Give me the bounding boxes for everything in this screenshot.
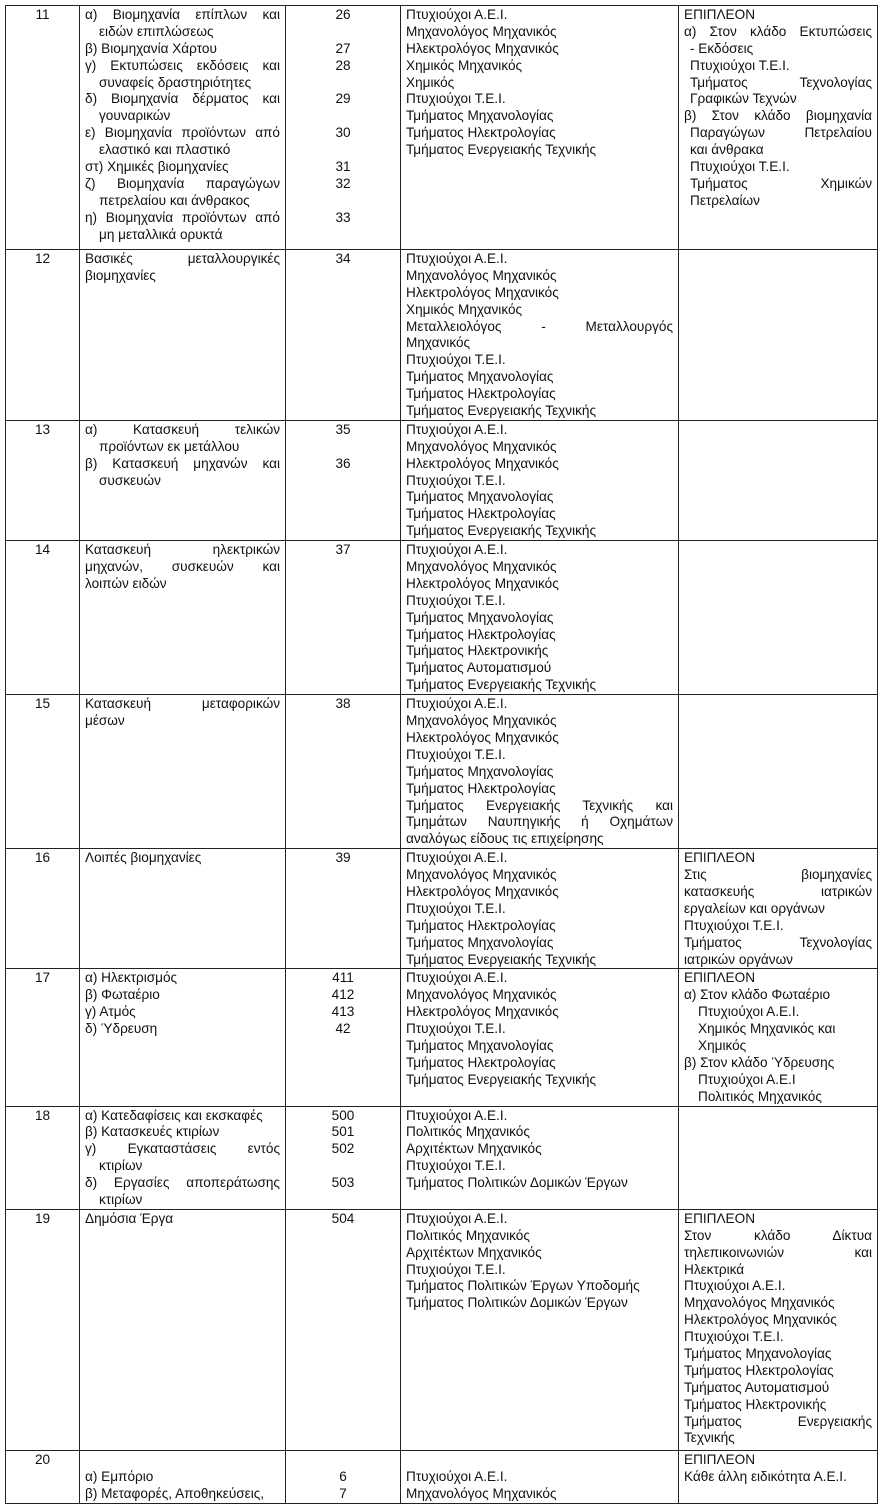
activity-line: α) Ηλεκτρισμός xyxy=(85,970,178,986)
extra-cell xyxy=(679,541,878,695)
graduates-cell xyxy=(401,1450,679,1503)
code-cell xyxy=(286,6,401,250)
code-line xyxy=(288,1452,398,1469)
row-number: 16 xyxy=(34,850,51,866)
extra-line: Γραφικών Τεχνών xyxy=(690,91,797,107)
code-line xyxy=(288,439,398,456)
activity-cell xyxy=(80,849,286,969)
graduates-line: Πτυχιούχοι Α.Ε.Ι. xyxy=(406,970,508,986)
code-line: 26 xyxy=(335,7,351,22)
row-number-cell xyxy=(6,1209,80,1450)
graduates-line: Μηχανολόγος Μηχανικός xyxy=(406,559,557,575)
graduates-line: Τμήματος Ηλεκτρολογίας xyxy=(406,780,556,796)
activity-cell xyxy=(80,1450,286,1503)
graduates-line: Τμήματος Ηλεκτρολογίας xyxy=(406,1054,556,1070)
extra-line: και άνθρακα xyxy=(690,142,764,158)
graduates-line: Τμήματος Ηλεκτρολογίας xyxy=(406,125,556,141)
activity-line: πετρελαίου και άνθρακος xyxy=(99,192,250,208)
extra-line: Χημικός Μηχανικός και xyxy=(698,1021,836,1037)
activity-cell xyxy=(80,969,286,1106)
graduates-line: Τμημάτων Ναυπηγικής ή Οχημάτων xyxy=(406,814,673,830)
extra-line: κατασκευής ιατρικών xyxy=(684,883,872,899)
code-line: 35 xyxy=(335,421,351,437)
extra-line: Παραγώγων Πετρελαίου xyxy=(690,125,872,141)
code-line: 500 xyxy=(331,1107,355,1123)
code-line: 501 xyxy=(331,1124,355,1140)
table-row xyxy=(6,6,878,250)
activity-line: μη μεταλλικά ορυκτά xyxy=(99,226,223,242)
document-table xyxy=(5,5,878,1504)
extra-cell xyxy=(679,6,878,250)
activity-line: συσκευών xyxy=(99,472,161,488)
extra-line: ΕΠΙΠΛΕΟΝ xyxy=(684,850,756,866)
code-line xyxy=(288,1192,398,1209)
activity-line: β) Κατασκευή μηχανών και xyxy=(85,455,280,471)
code-line xyxy=(288,142,398,159)
graduates-cell xyxy=(401,1209,679,1450)
graduates-line: Τμήματος Αυτοματισμού xyxy=(406,660,552,676)
activity-line: β) Μεταφορές, Αποθηκεύσεις, xyxy=(85,1485,265,1501)
activity-line: β) Βιομηχανία Χάρτου xyxy=(85,40,217,56)
row-number-cell xyxy=(6,1106,80,1209)
graduates-line: Πτυχιούχοι Α.Ε.Ι. xyxy=(406,1468,508,1484)
activity-line: δ) Εργασίες αποπεράτωσης xyxy=(85,1175,280,1191)
graduates-line: Αρχιτέκτων Μηχανικός xyxy=(406,1244,542,1260)
graduates-line: Πολιτικός Μηχανικός xyxy=(406,1124,530,1140)
row-number-cell xyxy=(6,969,80,1106)
code-cell xyxy=(286,695,401,849)
extra-line: Πτυχιούχοι Τ.Ε.Ι. xyxy=(684,1329,784,1345)
extra-line: Μηχανολόγος Μηχανικός xyxy=(684,1295,835,1311)
code-line: 36 xyxy=(335,455,351,471)
graduates-line: Μηχανολόγος Μηχανικός xyxy=(406,867,557,883)
graduates-line: Τμήματος Πολιτικών Έργων Υποδομής xyxy=(406,1278,640,1294)
extra-line: Κάθε άλλη ειδικότητα Α.Ε.Ι. xyxy=(684,1468,847,1484)
activity-line: γουναρικών xyxy=(99,108,171,124)
code-line: 31 xyxy=(335,159,351,175)
extra-line: β) Στον κλάδο Ύδρευσης xyxy=(684,1054,835,1070)
row-number-cell xyxy=(6,420,80,540)
row-number: 18 xyxy=(34,1107,51,1123)
activity-spacer xyxy=(85,1452,280,1469)
graduates-cell xyxy=(401,250,679,421)
row-number-cell xyxy=(6,849,80,969)
graduates-line: Τμήματος Ηλεκτρονικής xyxy=(406,643,549,659)
activity-line: α) Βιομηχανία επίπλων και xyxy=(85,7,280,22)
code-cell xyxy=(286,1450,401,1503)
graduates-line: Πτυχιούχοι Τ.Ε.Ι. xyxy=(406,746,506,762)
extra-line: β) Στον κλάδο βιομηχανία xyxy=(684,108,872,124)
activity-line: η) Βιομηχανία προϊόντων από xyxy=(85,209,280,225)
graduates-line: Πτυχιούχοι Α.Ε.Ι. xyxy=(406,850,508,866)
extra-line: Πετρελαίων xyxy=(690,192,760,208)
activity-line: προϊόντων εκ μετάλλου xyxy=(99,438,240,454)
code-cell xyxy=(286,250,401,421)
row-number: 11 xyxy=(35,7,50,22)
extra-line: Πτυχιούχοι Α.Ε.Ι. xyxy=(698,1004,800,1020)
graduates-line: Τμήματος Πολιτικών Δομικών Έργων xyxy=(406,1295,628,1311)
code-line: 28 xyxy=(335,57,351,73)
code-line: 411 xyxy=(332,970,354,986)
row-number: 14 xyxy=(34,542,51,558)
extra-line: Στον κλάδο Δίκτυα xyxy=(684,1227,872,1243)
table-row xyxy=(6,1450,878,1503)
graduates-line: Μηχανικός xyxy=(406,335,471,351)
code-line: 6 xyxy=(339,1468,347,1484)
activity-line: δ) Βιομηχανία δέρματος και xyxy=(85,91,280,107)
activity-line: ζ) Βιομηχανία παραγώγων xyxy=(85,175,280,191)
code-cell xyxy=(286,1106,401,1209)
graduates-cell xyxy=(401,969,679,1106)
table-row xyxy=(6,1106,878,1209)
code-line: 30 xyxy=(335,125,351,141)
activity-line: γ) Εγκαταστάσεις εντός xyxy=(85,1141,280,1157)
table-row xyxy=(6,250,878,421)
code-line xyxy=(288,108,398,125)
activity-line: γ) Ατμός xyxy=(85,1004,136,1020)
extra-line: Τμήματος Τεχνολογίας xyxy=(684,934,872,950)
graduates-line: Αρχιτέκτων Μηχανικός xyxy=(406,1141,542,1157)
graduates-line: Τμήματος Ηλεκτρολογίας xyxy=(406,917,556,933)
graduates-line: Τμήματος Ενεργειακής Τεχνικής xyxy=(406,403,597,419)
code-line: 42 xyxy=(335,1021,351,1037)
extra-line: Τμήματος Ηλεκτρονικής xyxy=(684,1396,827,1412)
extra-line: Πτυχιούχοι Α.Ε.Ι. xyxy=(684,1278,786,1294)
graduates-line: Πτυχιούχοι Τ.Ε.Ι. xyxy=(406,592,506,608)
graduates-line: Πτυχιούχοι Α.Ε.Ι. xyxy=(406,1107,508,1123)
extra-line: Πτυχιούχοι Τ.Ε.Ι. xyxy=(690,159,790,175)
graduates-line: Ηλεκτρολόγος Μηχανικός xyxy=(406,729,559,745)
graduates-line: Τμήματος Ενεργειακής Τεχνικής xyxy=(406,677,597,693)
activity-cell xyxy=(80,6,286,250)
graduates-line: Τμήματος Μηχανολογίας xyxy=(406,1037,554,1053)
activity-line: συναφείς δραστηριότητες xyxy=(99,74,252,90)
activity-line: κτιρίων xyxy=(99,1191,143,1207)
extra-cell xyxy=(679,1450,878,1503)
code-line: 32 xyxy=(335,175,351,191)
activity-cell xyxy=(80,695,286,849)
extra-cell xyxy=(679,250,878,421)
graduates-line: Πτυχιούχοι Τ.Ε.Ι. xyxy=(406,1021,506,1037)
extra-line: Τμήματος Ηλεκτρολογίας xyxy=(684,1362,834,1378)
graduates-line: Τμήματος Ενεργειακής Τεχνικής και xyxy=(406,797,673,813)
graduates-line: Μηχανολόγος Μηχανικός xyxy=(406,713,557,729)
graduates-cell xyxy=(401,541,679,695)
row-number-cell xyxy=(6,695,80,849)
graduates-line: Τμήματος Μηχανολογίας xyxy=(406,609,554,625)
row-number: 12 xyxy=(34,251,51,266)
activity-line: ελαστικό και πλαστικό xyxy=(99,142,231,158)
code-line: 502 xyxy=(331,1141,355,1157)
extra-cell xyxy=(679,849,878,969)
graduates-line: Τμήματος Ηλεκτρολογίας xyxy=(406,506,556,522)
extra-cell xyxy=(679,1209,878,1450)
graduates-line: Μηχανολόγος Μηχανικός xyxy=(406,23,557,39)
code-line: 504 xyxy=(331,1210,355,1226)
extra-line: ΕΠΙΠΛΕΟΝ xyxy=(684,1210,756,1226)
extra-line: Ηλεκτρικά xyxy=(684,1261,745,1277)
graduates-line: αναλόγως είδους τις επιχείρησης xyxy=(406,831,604,847)
graduates-line: Ηλεκτρολόγος Μηχανικός xyxy=(406,40,559,56)
graduates-line: Πτυχιούχοι Α.Ε.Ι. xyxy=(406,1210,508,1226)
extra-line: ΕΠΙΠΛΕΟΝ xyxy=(684,1451,756,1467)
activity-line: στ) Χημικές βιομηχανίες xyxy=(85,159,229,175)
table-row xyxy=(6,849,878,969)
extra-line: - Εκδόσεις xyxy=(690,40,754,56)
extra-line: Πτυχιούχοι Τ.Ε.Ι. xyxy=(684,917,784,933)
code-line: 413 xyxy=(331,1004,355,1020)
graduates-line: Πτυχιούχοι Α.Ε.Ι. xyxy=(406,7,508,22)
activity-line: β) Φωταέριο xyxy=(85,987,160,1003)
extra-line: Τμήματος Μηχανολογίας xyxy=(684,1346,832,1361)
code-cell xyxy=(286,849,401,969)
graduates-line: Μεταλλειολόγος - Μεταλλουργός xyxy=(406,318,673,334)
activity-line: γ) Εκτυπώσεις εκδόσεις και xyxy=(85,57,280,73)
graduates-line: Τμήματος Μηχανολογίας xyxy=(406,763,554,779)
graduates-line: Μηχανολόγος Μηχανικός xyxy=(406,1485,557,1501)
table-row xyxy=(6,420,878,540)
graduates-line: Τμήματος Ηλεκτρολογίας xyxy=(406,626,556,642)
row-number: 15 xyxy=(34,696,51,712)
code-line: 37 xyxy=(335,542,351,558)
document-table-body xyxy=(6,6,878,1504)
activity-line: α) Κατασκευή τελικών xyxy=(85,421,280,437)
code-line: 29 xyxy=(335,91,351,107)
row-number-cell xyxy=(6,6,80,250)
graduates-line: Ηλεκτρολόγος Μηχανικός xyxy=(406,455,559,471)
activity-cell xyxy=(80,1209,286,1450)
graduates-cell xyxy=(401,6,679,250)
code-line: 39 xyxy=(335,850,351,866)
activity-line: δ) Ύδρευση xyxy=(85,1021,158,1037)
extra-line: Πτυχιούχοι Α.Ε.Ι xyxy=(698,1071,796,1087)
graduates-line: Πτυχιούχοι Α.Ε.Ι. xyxy=(406,696,508,712)
graduates-line: Χημικός xyxy=(406,74,455,90)
graduates-line: Τμήματος Μηχανολογίας xyxy=(406,108,554,124)
code-line: 33 xyxy=(335,209,351,225)
activity-cell xyxy=(80,1106,286,1209)
code-cell xyxy=(286,420,401,540)
graduates-line: Χημικός Μηχανικός xyxy=(406,57,523,73)
graduates-line: Πτυχιούχοι Τ.Ε.Ι. xyxy=(406,900,506,916)
graduates-line: Ηλεκτρολόγος Μηχανικός xyxy=(406,1004,559,1020)
extra-line: Τμήματος Ενεργειακής xyxy=(684,1413,872,1429)
graduates-cell xyxy=(401,420,679,540)
extra-line: εργαλείων και οργάνων xyxy=(684,900,825,916)
activity-line: μέσων xyxy=(85,713,125,729)
graduates-line: Πτυχιούχοι Τ.Ε.Ι. xyxy=(406,472,506,488)
graduates-cell xyxy=(401,849,679,969)
row-number: 19 xyxy=(34,1210,51,1226)
graduates-line: Τμήματος Μηχανολογίας xyxy=(406,489,554,505)
graduates-line: Πτυχιούχοι Α.Ε.Ι. xyxy=(406,542,508,558)
code-line: 412 xyxy=(331,987,355,1003)
graduates-cell xyxy=(401,1106,679,1209)
extra-cell xyxy=(679,695,878,849)
code-line xyxy=(288,227,398,244)
graduates-cell xyxy=(401,695,679,849)
activity-cell xyxy=(80,541,286,695)
graduates-line: Πολιτικός Μηχανικός xyxy=(406,1227,530,1243)
activity-line: Βασικές μεταλλουργικές xyxy=(85,251,280,266)
table-row xyxy=(6,1209,878,1450)
code-line xyxy=(288,75,398,92)
activity-line: α) Εμπόριο xyxy=(85,1468,154,1484)
graduates-line: Μηχανολόγος Μηχανικός xyxy=(406,438,557,454)
extra-cell xyxy=(679,420,878,540)
graduates-line: Τμήματος Ηλεκτρολογίας xyxy=(406,386,556,402)
extra-cell xyxy=(679,969,878,1106)
row-number: 17 xyxy=(34,970,51,986)
code-line xyxy=(288,193,398,210)
extra-line: ΕΠΙΠΛΕΟΝ xyxy=(684,970,756,986)
extra-line: ΕΠΙΠΛΕΟΝ xyxy=(684,7,756,22)
activity-line: Κατασκευή ηλεκτρικών xyxy=(85,542,280,558)
row-number: 20 xyxy=(34,1451,51,1467)
activity-line: Κατασκευή μεταφορικών xyxy=(85,696,280,712)
row-number: 13 xyxy=(34,421,51,437)
activity-line: Δημόσια Έργα xyxy=(85,1210,174,1226)
graduates-line: Πτυχιούχοι Τ.Ε.Ι. xyxy=(406,352,506,368)
code-line xyxy=(288,24,398,41)
activity-cell xyxy=(80,250,286,421)
table-row xyxy=(6,695,878,849)
extra-line: Τμήματος Αυτοματισμού xyxy=(684,1379,830,1395)
extra-line: α) Στον κλάδο Φωταέριο xyxy=(684,987,831,1003)
code-line: 34 xyxy=(335,251,351,266)
row-number-cell xyxy=(6,1450,80,1503)
graduates-line: Χημικός Μηχανικός xyxy=(406,301,523,317)
activity-line: ειδών επιπλώσεως xyxy=(99,23,214,39)
code-line: 27 xyxy=(335,40,351,56)
graduates-line: Ηλεκτρολόγος Μηχανικός xyxy=(406,883,559,899)
graduates-line: Πτυχιούχοι Α.Ε.Ι. xyxy=(406,421,508,437)
graduates-line: Ηλεκτρολόγος Μηχανικός xyxy=(406,575,559,591)
graduates-line: Τμήματος Μηχανολογίας xyxy=(406,369,554,385)
extra-line: τηλεπικοινωνιών και xyxy=(684,1244,872,1260)
extra-line: Τμήματος Τεχνολογίας xyxy=(690,74,872,90)
activity-line: Λοιπές βιομηχανίες xyxy=(85,850,202,866)
activity-line: βιομηχανίες xyxy=(85,267,156,283)
graduates-line: Πτυχιούχοι Τ.Ε.Ι. xyxy=(406,1158,506,1174)
extra-line: Χημικός xyxy=(698,1037,747,1053)
row-number-cell xyxy=(6,250,80,421)
extra-line: Τεχνικής xyxy=(684,1430,735,1446)
activity-line: β) Κατασκευές κτιρίων xyxy=(85,1124,220,1140)
code-line xyxy=(288,1158,398,1175)
graduates-line: Πτυχιούχοι Τ.Ε.Ι. xyxy=(406,1261,506,1277)
graduates-line: Μηχανολόγος Μηχανικός xyxy=(406,987,557,1003)
graduates-line: Ηλεκτρολόγος Μηχανικός xyxy=(406,284,559,300)
code-line: 38 xyxy=(335,696,351,712)
extra-line: α) Στον κλάδο Εκτυπώσεις xyxy=(684,23,872,39)
extra-line: Στις βιομηχανίες xyxy=(684,867,872,883)
graduates-line: Τμήματος Ενεργειακής Τεχνικής xyxy=(406,1071,597,1087)
row-number-cell xyxy=(6,541,80,695)
graduates-line: Τμήματος Μηχανολογίας xyxy=(406,934,554,950)
extra-line: Τμήματος Χημικών xyxy=(690,175,872,191)
graduates-line: Μηχανολόγος Μηχανικός xyxy=(406,267,557,283)
extra-cell xyxy=(679,1106,878,1209)
activity-cell xyxy=(80,420,286,540)
code-line xyxy=(288,473,398,490)
extra-line: Πολιτικός Μηχανικός xyxy=(698,1088,822,1104)
activity-line: κτιρίων xyxy=(99,1158,143,1174)
code-cell xyxy=(286,1209,401,1450)
graduates-line xyxy=(406,1452,673,1469)
graduates-line: Πτυχιούχοι Τ.Ε.Ι. xyxy=(406,91,506,107)
graduates-line: Τμήματος Ενεργειακής Τεχνικής xyxy=(406,142,597,158)
graduates-line: Τμήματος Ενεργειακής Τεχνικής xyxy=(406,951,597,967)
extra-line: Ηλεκτρολόγος Μηχανικός xyxy=(684,1312,837,1328)
graduates-line: Τμήματος Ενεργειακής Τεχνικής xyxy=(406,523,597,539)
extra-line: Πτυχιούχοι Τ.Ε.Ι. xyxy=(690,57,790,73)
activity-line: μηχανών, συσκευών και xyxy=(85,559,280,575)
table-row xyxy=(6,541,878,695)
table-row xyxy=(6,969,878,1106)
activity-line: α) Κατεδαφίσεις και εκσκαφές xyxy=(85,1107,263,1123)
extra-line: ιατρικών οργάνων xyxy=(684,951,793,967)
graduates-line: Τμήματος Πολιτικών Δομικών Έργων xyxy=(406,1175,628,1191)
code-line: 7 xyxy=(339,1485,347,1501)
code-cell xyxy=(286,969,401,1106)
activity-line: ε) Βιομηχανία προϊόντων από xyxy=(85,125,280,141)
code-cell xyxy=(286,541,401,695)
code-line: 503 xyxy=(331,1175,355,1191)
graduates-line: Πτυχιούχοι Α.Ε.Ι. xyxy=(406,251,508,266)
activity-line: λοιπών ειδών xyxy=(85,575,167,591)
